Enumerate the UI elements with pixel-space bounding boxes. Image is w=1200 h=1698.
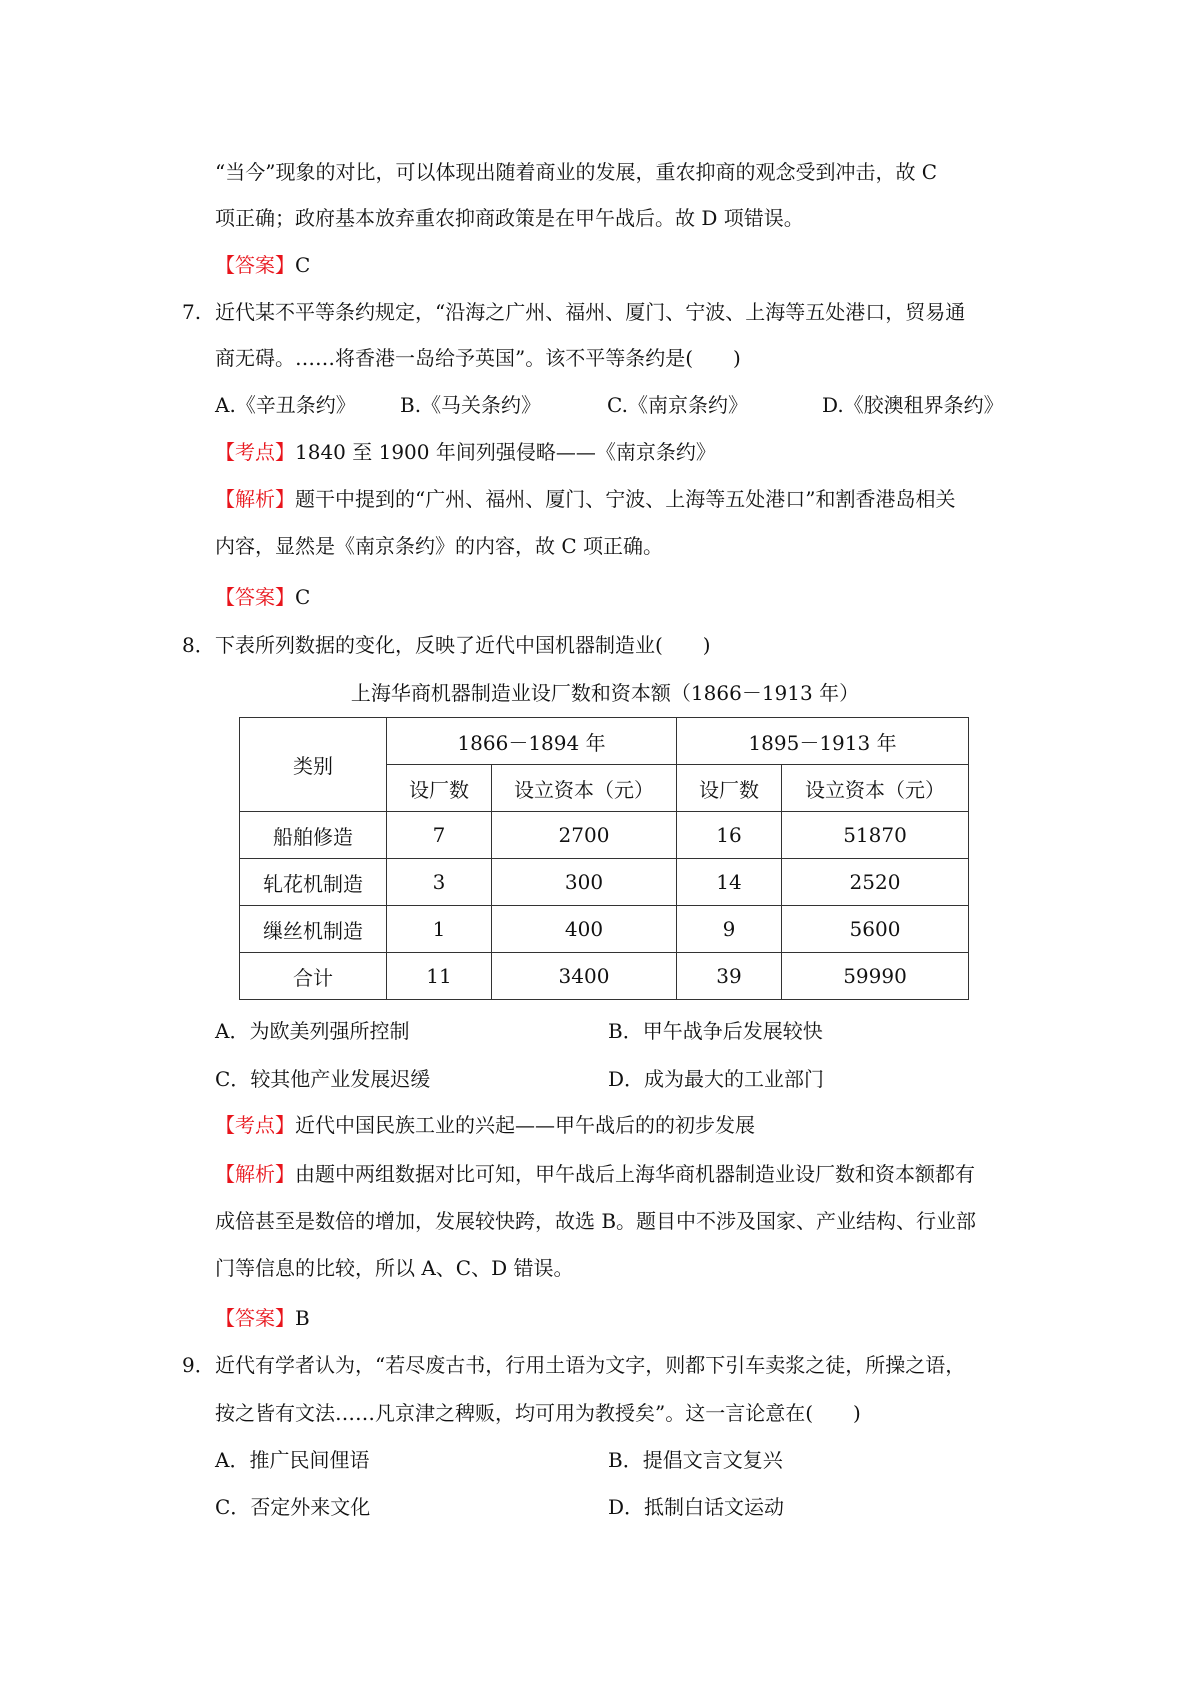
point-line	[215, 1110, 1025, 1140]
table-cell-category: 合计	[240, 953, 387, 1000]
option-b	[608, 1016, 823, 1046]
option-key: B.	[400, 393, 422, 417]
answer-value: B	[295, 1306, 310, 1330]
table-subheader: 设厂数	[677, 765, 782, 812]
question-number: 7.	[182, 300, 202, 324]
point-text: 近代中国民族工业的兴起——甲午战后的的初步发展	[295, 1113, 755, 1137]
analysis-line: 门等信息的比较，所以 A、C、D 错误。	[215, 1256, 574, 1280]
table-cell: 9	[677, 906, 782, 953]
option-a	[215, 1016, 409, 1046]
table-cell: 2520	[782, 859, 969, 906]
explanation-line: 项正确；政府基本放弃重农抑商政策是在甲午战后。故 D 项错误。	[215, 206, 804, 230]
table-cell: 2700	[492, 812, 677, 859]
option-a	[215, 390, 356, 420]
table-cell: 7	[387, 812, 492, 859]
answer-value: C	[295, 585, 311, 609]
question-stem: 下表所列数据的变化，反映了近代中国机器制造业( )	[215, 633, 711, 657]
data-table	[239, 717, 969, 1000]
answer-line	[215, 1303, 1025, 1333]
table-caption: 上海华商机器制造业设厂数和资本额（1866－1913 年）	[350, 681, 860, 705]
question-number: 8．	[182, 633, 215, 657]
analysis-line: 成倍甚至是数倍的增加，发展较快跨，故选 B。题目中不涉及国家、产业结构、行业部	[215, 1209, 977, 1233]
table-subheader: 设厂数	[387, 765, 492, 812]
table-cell: 14	[677, 859, 782, 906]
answer-tag: 【答案】	[215, 253, 295, 277]
option-key: B．	[608, 1448, 643, 1472]
analysis-line: 内容，显然是《南京条约》的内容，故 C 项正确。	[215, 534, 664, 558]
option-key: D．	[608, 1495, 645, 1519]
option-c	[607, 390, 748, 420]
answer-value: C	[295, 253, 311, 277]
table-cell: 51870	[782, 812, 969, 859]
table-row	[240, 906, 969, 953]
option-text: 《辛丑条约》	[235, 393, 356, 417]
option-c	[215, 1492, 370, 1522]
analysis-line	[215, 1159, 1025, 1189]
table-row	[240, 812, 969, 859]
option-text: 《胶澳租界条约》	[843, 393, 1004, 417]
table-header-period: 1895－1913 年	[677, 718, 969, 765]
table-cell: 16	[677, 812, 782, 859]
option-d	[822, 390, 1004, 420]
table-subheader: 设立资本（元）	[782, 765, 969, 812]
point-text: 1840 至 1900 年间列强侵略——《南京条约》	[295, 440, 716, 464]
point-tag: 【考点】	[215, 1113, 295, 1137]
answer-tag: 【答案】	[215, 585, 295, 609]
table-row-total	[240, 953, 969, 1000]
option-text: 推广民间俚语	[249, 1448, 370, 1472]
table-cell: 3400	[492, 953, 677, 1000]
question-stem: 商无碍。……将香港一岛给予英国”。该不平等条约是( )	[215, 346, 741, 370]
option-key: C．	[215, 1067, 251, 1091]
table-row	[240, 859, 969, 906]
option-a	[215, 1445, 369, 1475]
analysis-text: 由题中两组数据对比可知，甲午战后上海华商机器制造业设厂数和资本额都有	[295, 1162, 975, 1186]
question-stem: 近代有学者认为，“若尽废古书，行用土语为文字，则都下引车卖浆之徒，所操之语，	[215, 1353, 966, 1377]
analysis-tag: 【解析】	[215, 1162, 295, 1186]
table-cell-category: 轧花机制造	[240, 859, 387, 906]
option-key: A．	[215, 1448, 250, 1472]
question-stem: 近代某不平等条约规定，“沿海之广州、福州、厦门、宁波、上海等五处港口，贸易通	[215, 300, 966, 324]
table-cell-category: 缫丝机制造	[240, 906, 387, 953]
table-cell: 59990	[782, 953, 969, 1000]
table-cell: 300	[492, 859, 677, 906]
answer-line	[215, 582, 1025, 612]
table-cell: 5600	[782, 906, 969, 953]
answer-line	[215, 250, 1025, 280]
table-header-row	[240, 718, 969, 765]
analysis-tag: 【解析】	[215, 487, 295, 511]
option-text: 《马关条约》	[421, 393, 542, 417]
table-cell: 39	[677, 953, 782, 1000]
option-text: 为欧美列强所控制	[249, 1019, 410, 1043]
option-d	[608, 1492, 784, 1522]
question-stem: 按之皆有文法……凡京津之稗贩，均可用为教授矣”。这一言论意在( )	[215, 1401, 861, 1425]
table-cell: 3	[387, 859, 492, 906]
option-key: A．	[215, 1019, 250, 1043]
option-text: 较其他产业发展迟缓	[250, 1067, 431, 1091]
answer-tag: 【答案】	[215, 1306, 295, 1330]
table-header-category: 类别	[240, 718, 387, 812]
option-text: 否定外来文化	[250, 1495, 371, 1519]
option-key: B．	[608, 1019, 643, 1043]
table-header-period: 1866－1894 年	[387, 718, 677, 765]
option-key: C.	[607, 393, 628, 417]
option-key: D.	[822, 393, 844, 417]
option-b	[608, 1445, 783, 1475]
option-text: 抵制白话文运动	[644, 1495, 785, 1519]
analysis-line	[215, 484, 1025, 514]
option-key: C．	[215, 1495, 251, 1519]
point-tag: 【考点】	[215, 440, 295, 464]
option-text: 成为最大的工业部门	[644, 1067, 825, 1091]
option-b	[400, 390, 541, 420]
question-number: 9．	[182, 1353, 215, 1377]
table-cell-category: 船舶修造	[240, 812, 387, 859]
analysis-text: 题干中提到的“广州、福州、厦门、宁波、上海等五处港口”和割香港岛相关	[295, 487, 956, 511]
option-c	[215, 1064, 430, 1094]
option-key: A.	[215, 393, 236, 417]
table-cell: 400	[492, 906, 677, 953]
option-d	[608, 1064, 824, 1094]
option-text: 《南京条约》	[627, 393, 748, 417]
explanation-line: “当今”现象的对比，可以体现出随着商业的发展，重农抑商的观念受到冲击，故 C	[215, 160, 938, 184]
option-key: D．	[608, 1067, 645, 1091]
option-text: 甲午战争后发展较快	[642, 1019, 823, 1043]
table-cell: 11	[387, 953, 492, 1000]
option-text: 提倡文言文复兴	[642, 1448, 783, 1472]
point-line	[215, 437, 1025, 467]
table-cell: 1	[387, 906, 492, 953]
table-subheader: 设立资本（元）	[492, 765, 677, 812]
